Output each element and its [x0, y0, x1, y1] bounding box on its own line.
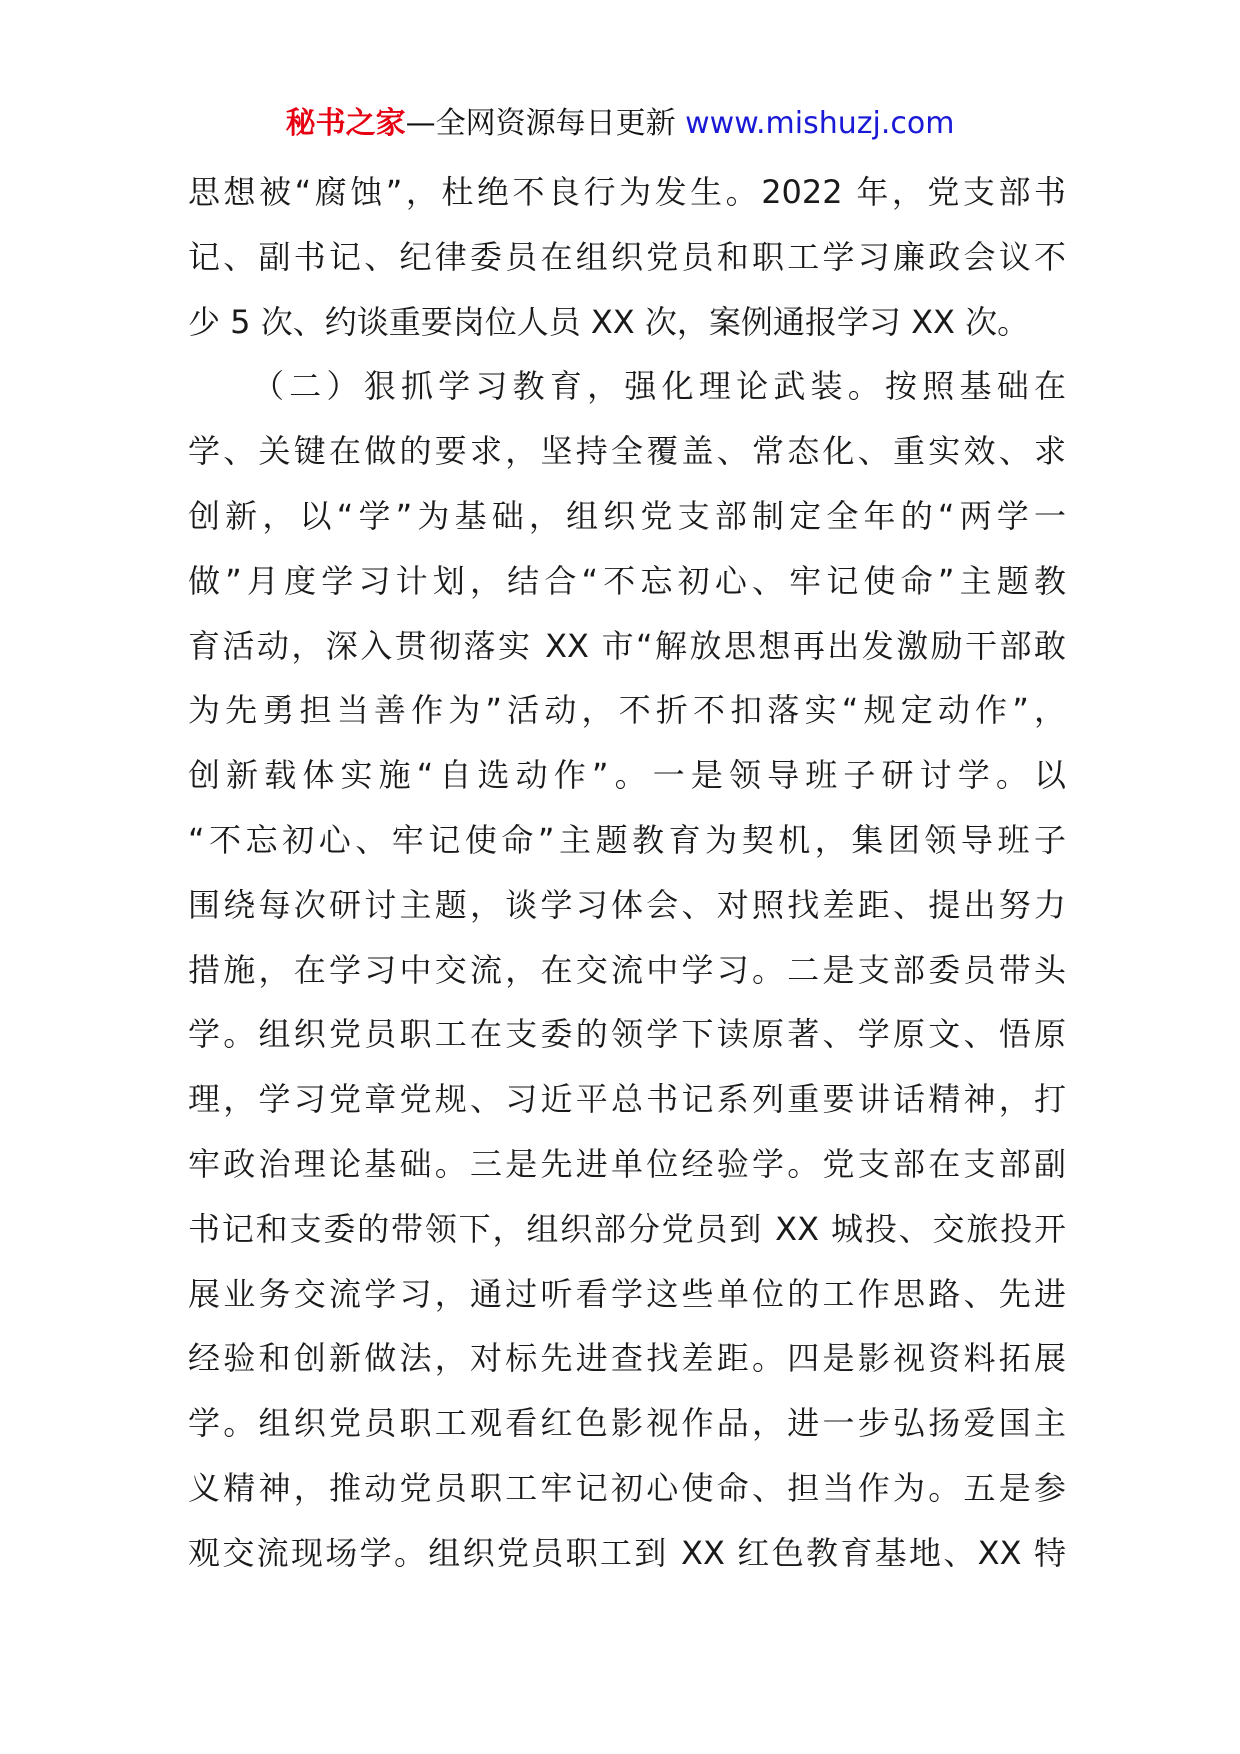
body-line: 学。组织党员职工观看红色影视作品，进一步弘扬爱国主	[188, 1404, 1066, 1443]
body-line: 记、副书记、纪律委员在组织党员和职工学习廉政会议不	[188, 237, 1066, 276]
body-line: 创新载体实施“自选动作”。一是领导班子研讨学。以	[188, 756, 1066, 795]
body-line: 措施，在学习中交流，在交流中学习。二是支部委员带头	[188, 950, 1066, 989]
body-line: 牢政治理论基础。三是先进单位经验学。党支部在支部副	[188, 1144, 1066, 1183]
body-line: 为先勇担当善作为”活动，不折不扣落实“规定动作”，	[188, 691, 1066, 730]
brand-slogan: —全网资源每日更新	[405, 106, 676, 141]
body-line: 理，学习党章党规、习近平总书记系列重要讲话精神，打	[188, 1080, 1066, 1119]
body-line: 观交流现场学。组织党员职工到 XX 红色教育基地、XX 特	[188, 1533, 1066, 1572]
body-line: “不忘初心、牢记使命”主题教育为契机，集团领导班子	[188, 820, 1066, 859]
body-line: 义精神，推动党员职工牢记初心使命、担当作为。五是参	[188, 1468, 1066, 1507]
body-line: 展业务交流学习，通过听看学这些单位的工作思路、先进	[188, 1274, 1066, 1313]
body-line: 做”月度学习计划，结合“不忘初心、牢记使命”主题教	[188, 561, 1066, 600]
body-line: 育活动，深入贯彻落实 XX 市“解放思想再出发激励干部敢	[188, 626, 1066, 665]
body-line: 学、关键在做的要求，坚持全覆盖、常态化、重实效、求	[188, 432, 1066, 471]
body-line: 经验和创新做法，对标先进查找差距。四是影视资料拓展	[188, 1339, 1066, 1378]
body-line: 围绕每次研讨主题，谈学习体会、对照找差距、提出努力	[188, 885, 1066, 924]
body-line: 思想被“腐蚀”，杜绝不良行为发生。2022 年，党支部书	[188, 173, 1066, 211]
section-heading-line: （二）狠抓学习教育，强化理论武装。按照基础在	[252, 367, 1066, 406]
body-line: 书记和支委的带领下，组织部分党员到 XX 城投、交旅投开	[188, 1209, 1066, 1248]
site-watermark-header	[0, 104, 1240, 144]
body-line: 少 5 次、约谈重要岗位人员 XX 次，案例通报学习 XX 次。	[188, 302, 1030, 341]
brand-name: 秘书之家	[285, 106, 406, 141]
document-body	[188, 160, 1066, 1586]
site-url-link[interactable]: www.mishuzj.com	[685, 106, 955, 141]
body-line: 创新，以“学”为基础，组织党支部制定全年的“两学一	[188, 496, 1066, 535]
body-line: 学。组织党员职工在支委的领学下读原著、学原文、悟原	[188, 1015, 1066, 1054]
